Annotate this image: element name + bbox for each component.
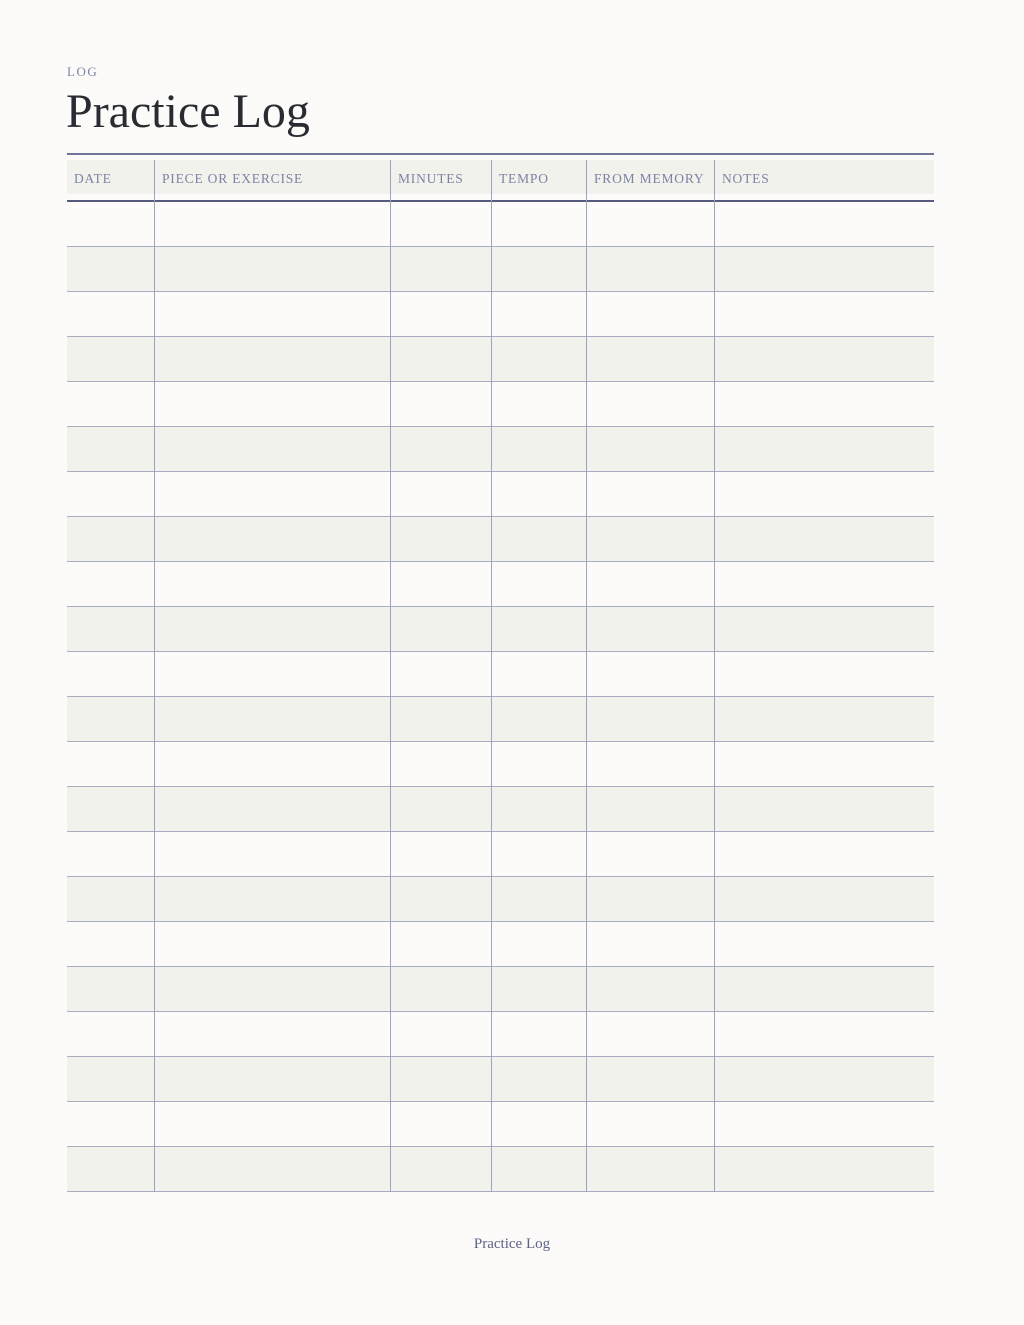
cell-from-memory[interactable] — [587, 517, 715, 561]
cell-from-memory[interactable] — [587, 1057, 715, 1101]
cell-from-memory[interactable] — [587, 1102, 715, 1146]
cell-piece[interactable] — [155, 742, 391, 786]
cell-minutes[interactable] — [391, 517, 492, 561]
cell-date[interactable] — [67, 472, 155, 516]
table-row — [67, 1102, 934, 1147]
cell-piece[interactable] — [155, 832, 391, 876]
cell-piece[interactable] — [155, 967, 391, 1011]
cell-minutes[interactable] — [391, 472, 492, 516]
cell-minutes[interactable] — [391, 337, 492, 381]
cell-tempo[interactable] — [492, 967, 587, 1011]
table-row — [67, 697, 934, 742]
table-row — [67, 832, 934, 877]
column-divider — [714, 160, 715, 1192]
cell-date[interactable] — [67, 787, 155, 831]
cell-from-memory[interactable] — [587, 697, 715, 741]
column-divider — [154, 160, 155, 1192]
table-row — [67, 202, 934, 247]
column-divider — [586, 160, 587, 1192]
cell-tempo[interactable] — [492, 787, 587, 831]
column-header-minutes: MINUTES — [398, 171, 464, 186]
cell-minutes[interactable] — [391, 832, 492, 876]
cell-piece[interactable] — [155, 202, 391, 246]
cell-notes[interactable] — [715, 1147, 934, 1191]
cell-notes[interactable] — [715, 202, 934, 246]
cell-from-memory[interactable] — [587, 247, 715, 291]
cell-minutes[interactable] — [391, 652, 492, 696]
cell-minutes[interactable] — [391, 562, 492, 606]
cell-date[interactable] — [67, 832, 155, 876]
cell-date[interactable] — [67, 202, 155, 246]
cell-from-memory[interactable] — [587, 652, 715, 696]
cell-date[interactable] — [67, 1102, 155, 1146]
table-body — [67, 202, 934, 1192]
table-row — [67, 1057, 934, 1102]
cell-from-memory[interactable] — [587, 967, 715, 1011]
cell-notes[interactable] — [715, 517, 934, 561]
cell-from-memory[interactable] — [587, 922, 715, 966]
cell-piece[interactable] — [155, 652, 391, 696]
cell-date[interactable] — [67, 697, 155, 741]
cell-notes[interactable] — [715, 337, 934, 381]
table-row — [67, 247, 934, 292]
cell-minutes[interactable] — [391, 382, 492, 426]
cell-from-memory[interactable] — [587, 427, 715, 471]
page-footer: Practice Log — [473, 1236, 551, 1252]
column-header-tempo: TEMPO — [499, 171, 549, 186]
cell-minutes[interactable] — [391, 787, 492, 831]
cell-date[interactable] — [67, 247, 155, 291]
cell-notes[interactable] — [715, 652, 934, 696]
cell-tempo[interactable] — [492, 517, 587, 561]
cell-tempo[interactable] — [492, 247, 587, 291]
cell-piece[interactable] — [155, 1102, 391, 1146]
cell-from-memory[interactable] — [587, 832, 715, 876]
cell-tempo[interactable] — [492, 922, 587, 966]
cell-from-memory[interactable] — [587, 292, 715, 336]
column-divider — [491, 160, 492, 1192]
cell-tempo[interactable] — [492, 832, 587, 876]
cell-date[interactable] — [67, 652, 155, 696]
cell-minutes[interactable] — [391, 922, 492, 966]
table-row — [67, 1147, 934, 1192]
cell-notes[interactable] — [715, 1012, 934, 1056]
table-row — [67, 472, 934, 517]
page-eyebrow: LOG — [67, 64, 99, 79]
cell-piece[interactable] — [155, 562, 391, 606]
cell-notes[interactable] — [715, 382, 934, 426]
cell-minutes[interactable] — [391, 427, 492, 471]
cell-minutes[interactable] — [391, 1057, 492, 1101]
cell-notes[interactable] — [715, 562, 934, 606]
cell-piece[interactable] — [155, 787, 391, 831]
cell-tempo[interactable] — [492, 607, 587, 651]
cell-tempo[interactable] — [492, 202, 587, 246]
cell-from-memory[interactable] — [587, 202, 715, 246]
cell-from-memory[interactable] — [587, 1012, 715, 1056]
cell-tempo[interactable] — [492, 1147, 587, 1191]
table-row — [67, 922, 934, 967]
cell-piece[interactable] — [155, 292, 391, 336]
cell-tempo[interactable] — [492, 337, 587, 381]
column-header-piece: PIECE OR EXERCISE — [162, 171, 304, 186]
cell-minutes[interactable] — [391, 247, 492, 291]
table-row — [67, 517, 934, 562]
column-header-date: DATE — [74, 171, 112, 186]
cell-minutes[interactable] — [391, 697, 492, 741]
table-row — [67, 1012, 934, 1057]
cell-notes[interactable] — [715, 742, 934, 786]
cell-from-memory[interactable] — [587, 472, 715, 516]
cell-tempo[interactable] — [492, 472, 587, 516]
cell-notes[interactable] — [715, 247, 934, 291]
table-row — [67, 427, 934, 472]
table-row — [67, 877, 934, 922]
cell-minutes[interactable] — [391, 877, 492, 921]
table-row — [67, 742, 934, 787]
cell-from-memory[interactable] — [587, 742, 715, 786]
cell-tempo[interactable] — [492, 1102, 587, 1146]
cell-piece[interactable] — [155, 1012, 391, 1056]
cell-date[interactable] — [67, 427, 155, 471]
cell-tempo[interactable] — [492, 652, 587, 696]
table-row — [67, 607, 934, 652]
page-title: Practice Log — [66, 85, 310, 138]
cell-tempo[interactable] — [492, 562, 587, 606]
cell-minutes[interactable] — [391, 967, 492, 1011]
table-row — [67, 652, 934, 697]
table-header — [67, 160, 934, 194]
cell-tempo[interactable] — [492, 742, 587, 786]
cell-piece[interactable] — [155, 517, 391, 561]
cell-date[interactable] — [67, 877, 155, 921]
cell-tempo[interactable] — [492, 877, 587, 921]
cell-piece[interactable] — [155, 382, 391, 426]
table-row — [67, 787, 934, 832]
cell-minutes[interactable] — [391, 202, 492, 246]
table-row — [67, 337, 934, 382]
cell-piece[interactable] — [155, 1057, 391, 1101]
cell-minutes[interactable] — [391, 1147, 492, 1191]
cell-from-memory[interactable] — [587, 337, 715, 381]
cell-from-memory[interactable] — [587, 382, 715, 426]
column-header-notes: NOTES — [722, 171, 770, 186]
cell-piece[interactable] — [155, 427, 391, 471]
cell-date[interactable] — [67, 517, 155, 561]
cell-date[interactable] — [67, 967, 155, 1011]
cell-tempo[interactable] — [492, 1012, 587, 1056]
cell-notes[interactable] — [715, 607, 934, 651]
cell-date[interactable] — [67, 337, 155, 381]
cell-piece[interactable] — [155, 1147, 391, 1191]
cell-date[interactable] — [67, 922, 155, 966]
cell-notes[interactable] — [715, 472, 934, 516]
cell-from-memory[interactable] — [587, 787, 715, 831]
cell-notes[interactable] — [715, 787, 934, 831]
cell-date[interactable] — [67, 292, 155, 336]
cell-tempo[interactable] — [492, 427, 587, 471]
cell-notes[interactable] — [715, 427, 934, 471]
table-row — [67, 382, 934, 427]
cell-tempo[interactable] — [492, 382, 587, 426]
cell-from-memory[interactable] — [587, 1147, 715, 1191]
cell-from-memory[interactable] — [587, 562, 715, 606]
cell-minutes[interactable] — [391, 1102, 492, 1146]
cell-date[interactable] — [67, 562, 155, 606]
practice-log-table — [67, 160, 934, 1192]
cell-date[interactable] — [67, 607, 155, 651]
cell-notes[interactable] — [715, 832, 934, 876]
cell-notes[interactable] — [715, 967, 934, 1011]
cell-date[interactable] — [67, 382, 155, 426]
cell-minutes[interactable] — [391, 607, 492, 651]
cell-tempo[interactable] — [492, 697, 587, 741]
cell-notes[interactable] — [715, 877, 934, 921]
cell-tempo[interactable] — [492, 1057, 587, 1101]
cell-date[interactable] — [67, 1012, 155, 1056]
cell-minutes[interactable] — [391, 292, 492, 336]
cell-tempo[interactable] — [492, 292, 587, 336]
cell-notes[interactable] — [715, 1102, 934, 1146]
cell-piece[interactable] — [155, 247, 391, 291]
cell-piece[interactable] — [155, 922, 391, 966]
title-divider — [67, 153, 934, 155]
cell-piece[interactable] — [155, 877, 391, 921]
cell-piece[interactable] — [155, 697, 391, 741]
cell-notes[interactable] — [715, 292, 934, 336]
table-row — [67, 292, 934, 337]
cell-piece[interactable] — [155, 607, 391, 651]
column-divider — [390, 160, 391, 1192]
cell-piece[interactable] — [155, 337, 391, 381]
cell-minutes[interactable] — [391, 1012, 492, 1056]
cell-notes[interactable] — [715, 922, 934, 966]
cell-minutes[interactable] — [391, 742, 492, 786]
cell-date[interactable] — [67, 1147, 155, 1191]
cell-piece[interactable] — [155, 472, 391, 516]
cell-notes[interactable] — [715, 1057, 934, 1101]
cell-from-memory[interactable] — [587, 607, 715, 651]
cell-date[interactable] — [67, 1057, 155, 1101]
cell-from-memory[interactable] — [587, 877, 715, 921]
table-row — [67, 967, 934, 1012]
table-row — [67, 562, 934, 607]
cell-notes[interactable] — [715, 697, 934, 741]
cell-date[interactable] — [67, 742, 155, 786]
column-header-from-memory: FROM MEMORY — [594, 171, 705, 186]
